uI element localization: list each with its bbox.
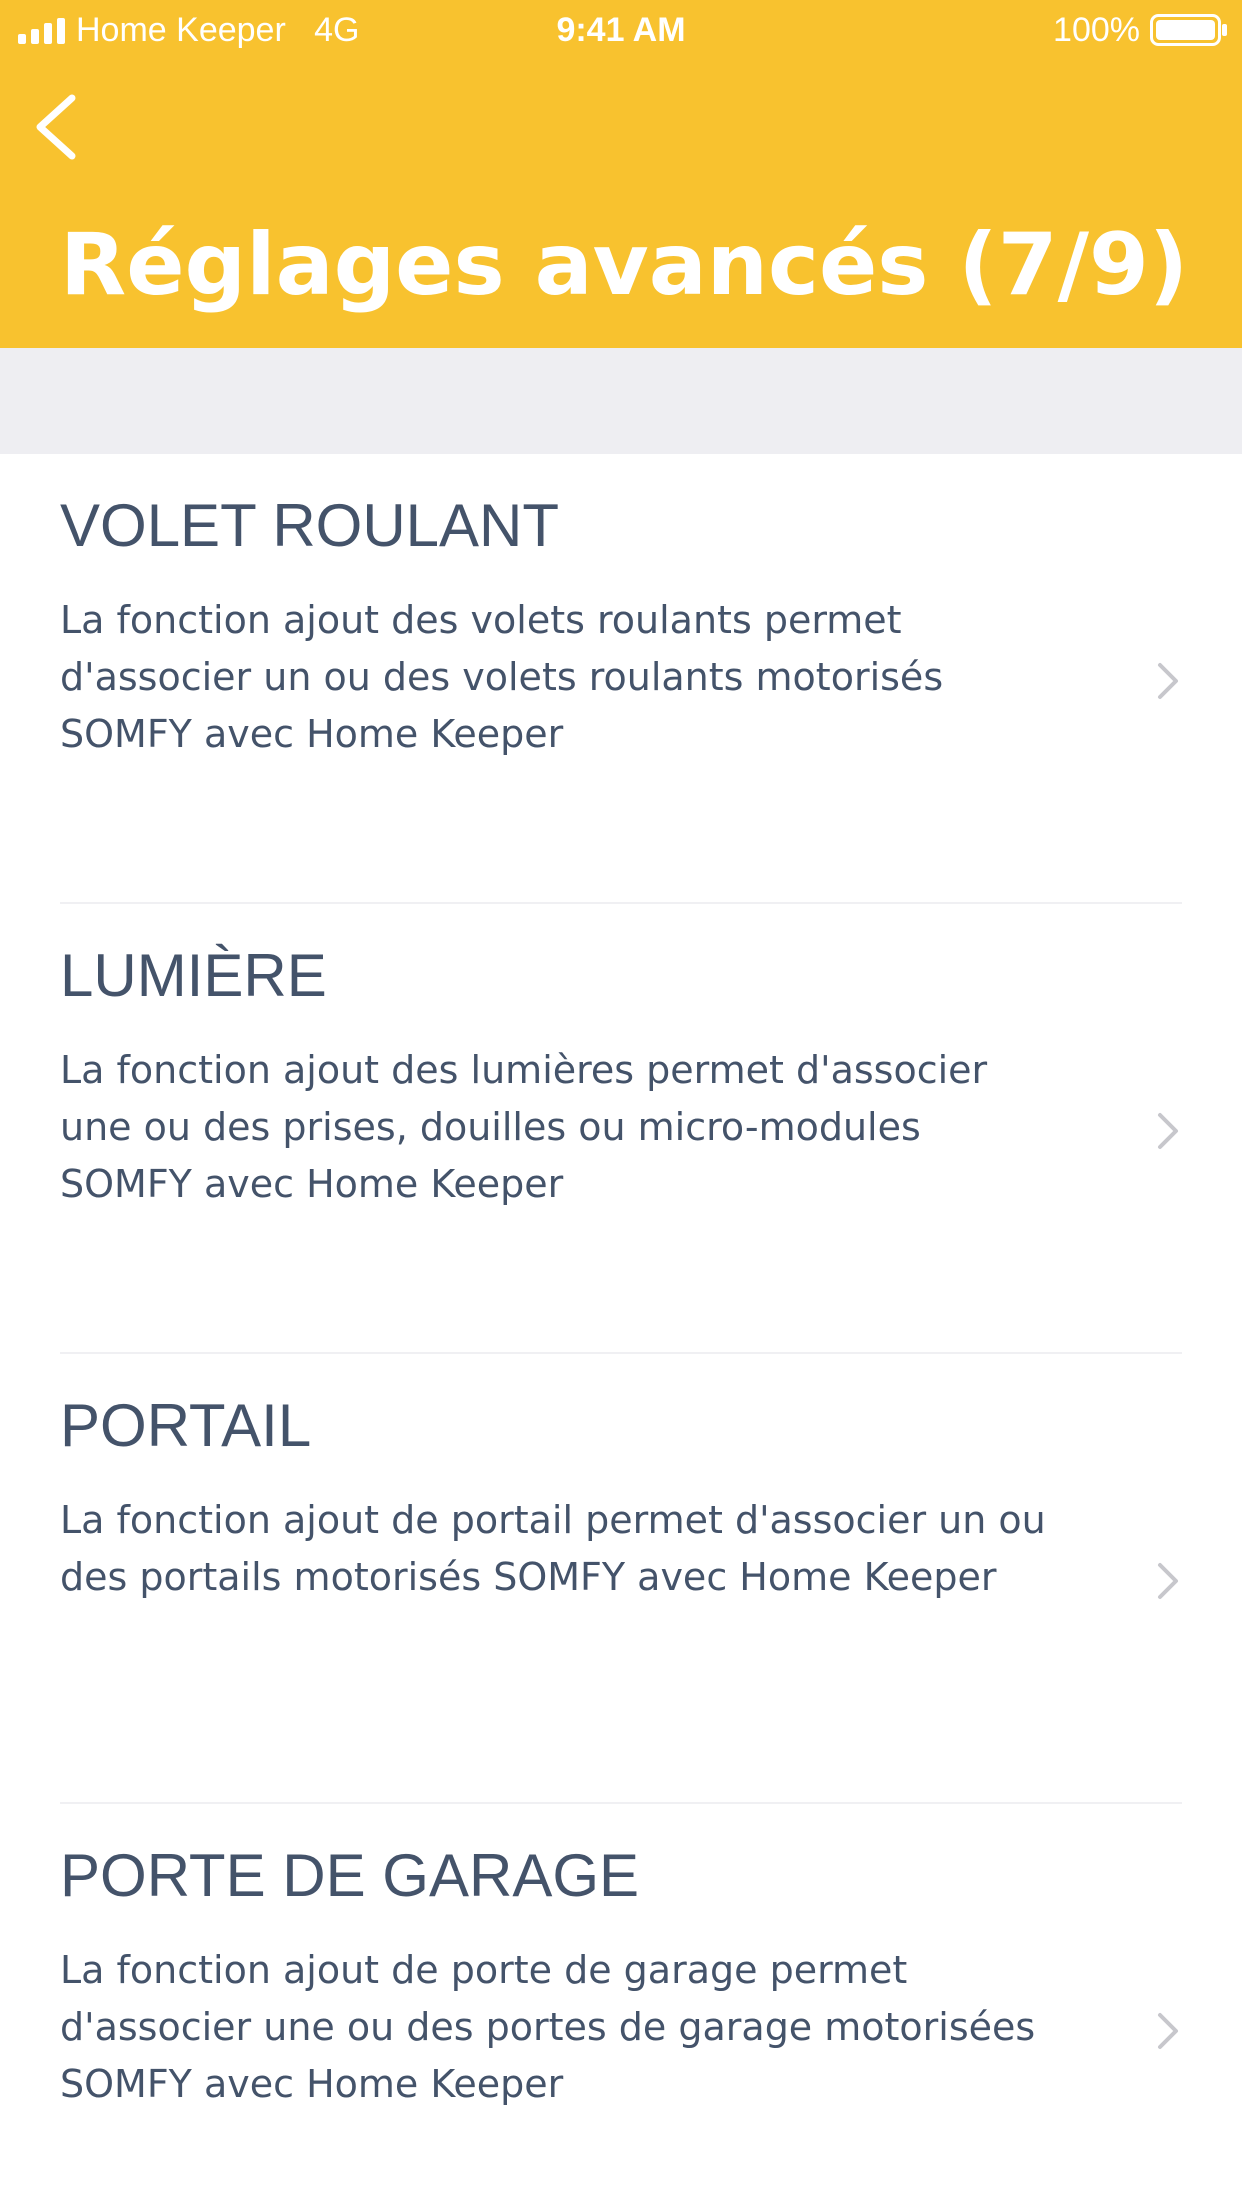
back-button[interactable] — [28, 88, 88, 166]
chevron-left-icon — [28, 88, 88, 166]
battery-icon — [1150, 14, 1228, 46]
carrier-name: Home Keeper — [76, 11, 286, 49]
list-item-lumiere[interactable] — [0, 904, 1242, 1354]
item-title: PORTE DE GARAGE — [60, 1842, 640, 1909]
chevron-right-icon — [1154, 1109, 1182, 1153]
item-description: La fonction ajout de porte de garage permet d'associer une ou des portes de garage motorisées SOMFY avec Home Keeper — [60, 1948, 1036, 2106]
settings-list — [0, 454, 1242, 2208]
status-bar — [0, 0, 1242, 62]
item-description: La fonction ajout des lumières permet d'associer une ou des prises, douilles ou micro-modules SOMFY avec Home Keeper — [60, 1048, 988, 1206]
item-description: La fonction ajout des volets roulants permet d'associer un ou des volets roulants motorisés SOMFY avec Home Keeper — [60, 598, 944, 756]
page-title: Réglages avancés (7/9) — [60, 215, 1189, 315]
chevron-right-icon — [1154, 2009, 1182, 2053]
item-title: LUMIÈRE — [60, 942, 327, 1009]
list-item-porte-de-garage[interactable] — [0, 1804, 1242, 2208]
chevron-right-icon — [1154, 659, 1182, 703]
item-title: PORTAIL — [60, 1392, 312, 1459]
status-time: 9:41 AM — [556, 11, 686, 49]
item-description: La fonction ajout de portail permet d'associer un ou des portails motorisés SOMFY avec Home Keeper — [60, 1498, 1046, 1599]
battery-percentage: 100% — [1053, 11, 1140, 49]
app-header — [0, 0, 1242, 348]
list-item-volet-roulant[interactable] — [0, 454, 1242, 904]
item-title: VOLET ROULANT — [60, 492, 560, 559]
chevron-right-icon — [1154, 1559, 1182, 1603]
network-type: 4G — [314, 11, 360, 49]
section-spacer — [0, 348, 1242, 454]
list-item-portail[interactable] — [0, 1354, 1242, 1804]
